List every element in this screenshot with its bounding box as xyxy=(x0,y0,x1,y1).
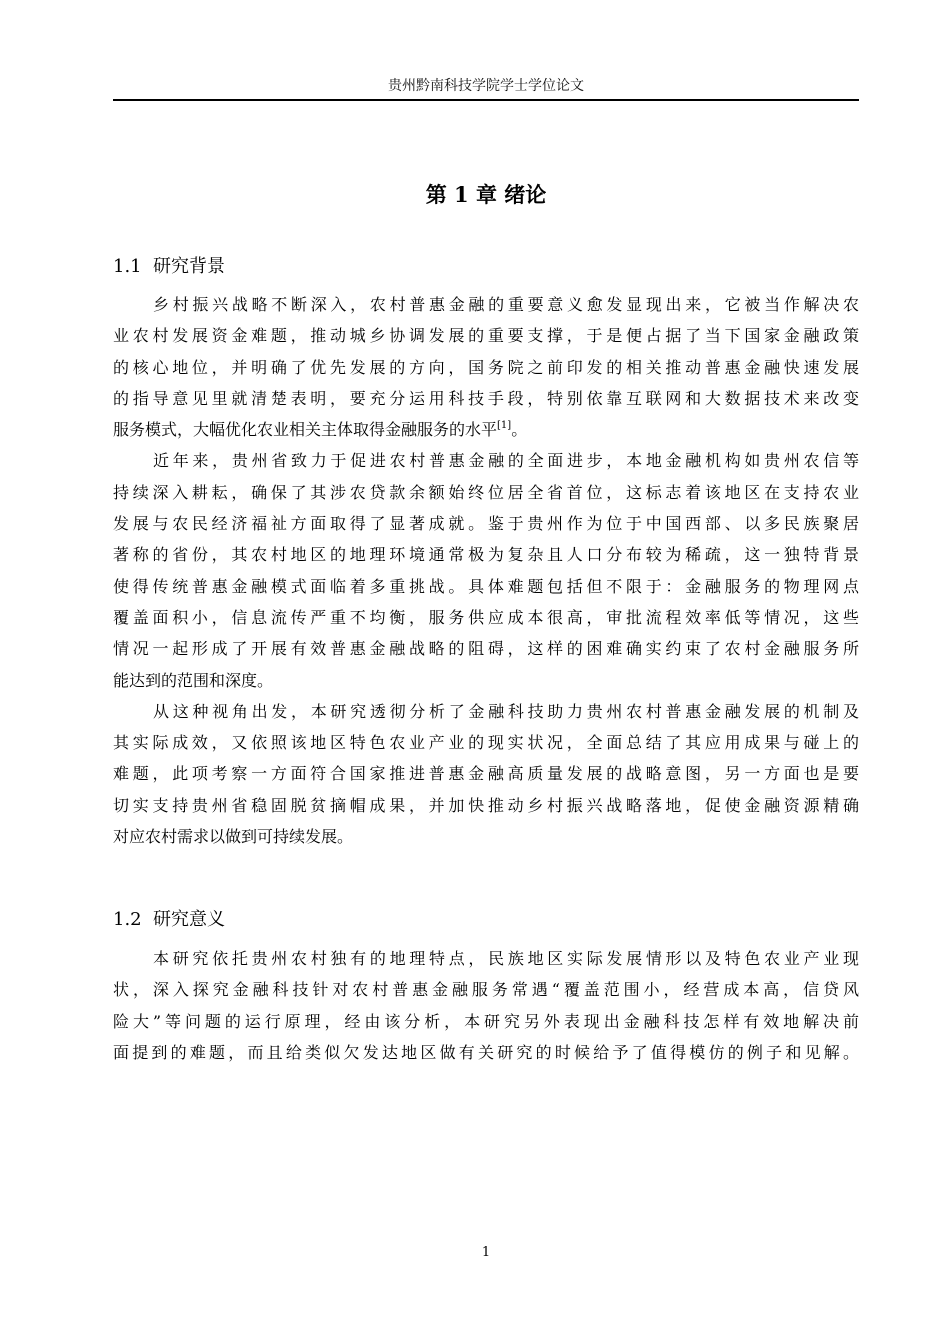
text-line: 覆盖面积小，信息流传严重不均衡，服务供应成本很高，审批流程效率低等情况，这些 xyxy=(113,607,859,627)
text-line: 对应农村需求以做到可持续发展。 xyxy=(113,827,354,847)
text-line: 难题，此项考察一方面符合国家推进普惠金融高质量发展的战略意图，另一方面也是要 xyxy=(113,764,859,784)
section-title: 研究意义 xyxy=(153,909,225,930)
text-line: 发展与农民经济福祉方面取得了显著成就。鉴于贵州作为位于中国西部、以多民族聚居 xyxy=(113,514,859,534)
text-line: 的指导意见里就清楚表明，要充分运用科技手段，特别依靠互联网和大数据技术来改变 xyxy=(113,388,859,408)
text-line: 业农村发展资金难题，推动城乡协调发展的重要支撑，于是便占据了当下国家金融政策 xyxy=(113,326,859,346)
header-rule xyxy=(113,99,859,101)
text-line: 著称的省份，其农村地区的地理环境通常极为复杂且人口分布较为稀疏，这一独特背景 xyxy=(113,545,859,565)
section-number: 1.2 xyxy=(113,909,142,930)
section-heading-1-2 xyxy=(113,905,225,935)
text-line: 从这种视角出发，本研究透彻分析了金融科技助力贵州农村普惠金融发展的机制及 xyxy=(153,701,859,721)
text-line: 面提到的难题，而且给类似欠发达地区做有关研究的时候给予了值得模仿的例子和见解。 xyxy=(113,1042,859,1062)
section-title: 研究背景 xyxy=(153,256,225,277)
text-line: 能达到的范围和深度。 xyxy=(113,670,274,690)
text-line: 持续深入耕耘，确保了其涉农贷款余额始终位居全省首位，这标志着该地区在支持农业 xyxy=(113,482,859,502)
text-line: 使得传统普惠金融模式面临着多重挑战。具体难题包括但不限于：金融服务的物理网点 xyxy=(113,576,859,596)
text-line: 近年来，贵州省致力于促进农村普惠金融的全面进步，本地金融机构如贵州农信等 xyxy=(153,451,859,471)
citation-marker: [1] xyxy=(497,420,512,432)
text-line xyxy=(113,417,859,448)
text-line: 乡村振兴战略不断深入，农村普惠金融的重要意义愈发显现出来，它被当作解决农 xyxy=(153,295,859,314)
paragraph xyxy=(113,946,859,1071)
page-number: 1 xyxy=(481,1245,491,1260)
text-line: 险大”等问题的运行原理，经由该分析，本研究另外表现出金融科技怎样有效地解决前 xyxy=(113,1011,859,1031)
text-line: 情况一起形成了开展有效普惠金融战略的阻碍，这样的困难确实约束了农村金融服务所 xyxy=(113,639,859,659)
text-fragment: 。 xyxy=(511,420,528,440)
text-line: 切实支持贵州省稳固脱贫摘帽成果，并加快推动乡村振兴战略落地，促使金融资源精确 xyxy=(113,795,859,815)
section-1-1-body xyxy=(113,292,859,855)
text-line: 本研究依托贵州农村独有的地理特点，民族地区实际发展情形以及特色农业产业现 xyxy=(153,949,859,968)
section-1-2-body xyxy=(113,946,859,1071)
text-line: 其实际成效，又依照该地区特色农业产业的现实状况，全面总结了其应用成果与碰上的 xyxy=(113,733,859,753)
running-header: 贵州黔南科技学院学士学位论文 xyxy=(388,78,584,94)
chapter-title: 第 1 章 绪论 xyxy=(425,182,547,207)
text-fragment: 服务模式，大幅优化农业相关主体取得金融服务的水平 xyxy=(113,420,498,440)
paragraph xyxy=(113,699,859,855)
paragraph xyxy=(113,292,859,448)
section-heading-1-1 xyxy=(113,252,225,282)
paragraph xyxy=(113,448,859,698)
section-number: 1.1 xyxy=(113,256,142,277)
text-line: 的核心地位，并明确了优先发展的方向，国务院之前印发的相关推动普惠金融快速发展 xyxy=(113,357,859,377)
text-line: 状，深入探究金融科技针对农村普惠金融服务常遇“覆盖范围小，经营成本高，信贷风 xyxy=(113,980,859,1000)
